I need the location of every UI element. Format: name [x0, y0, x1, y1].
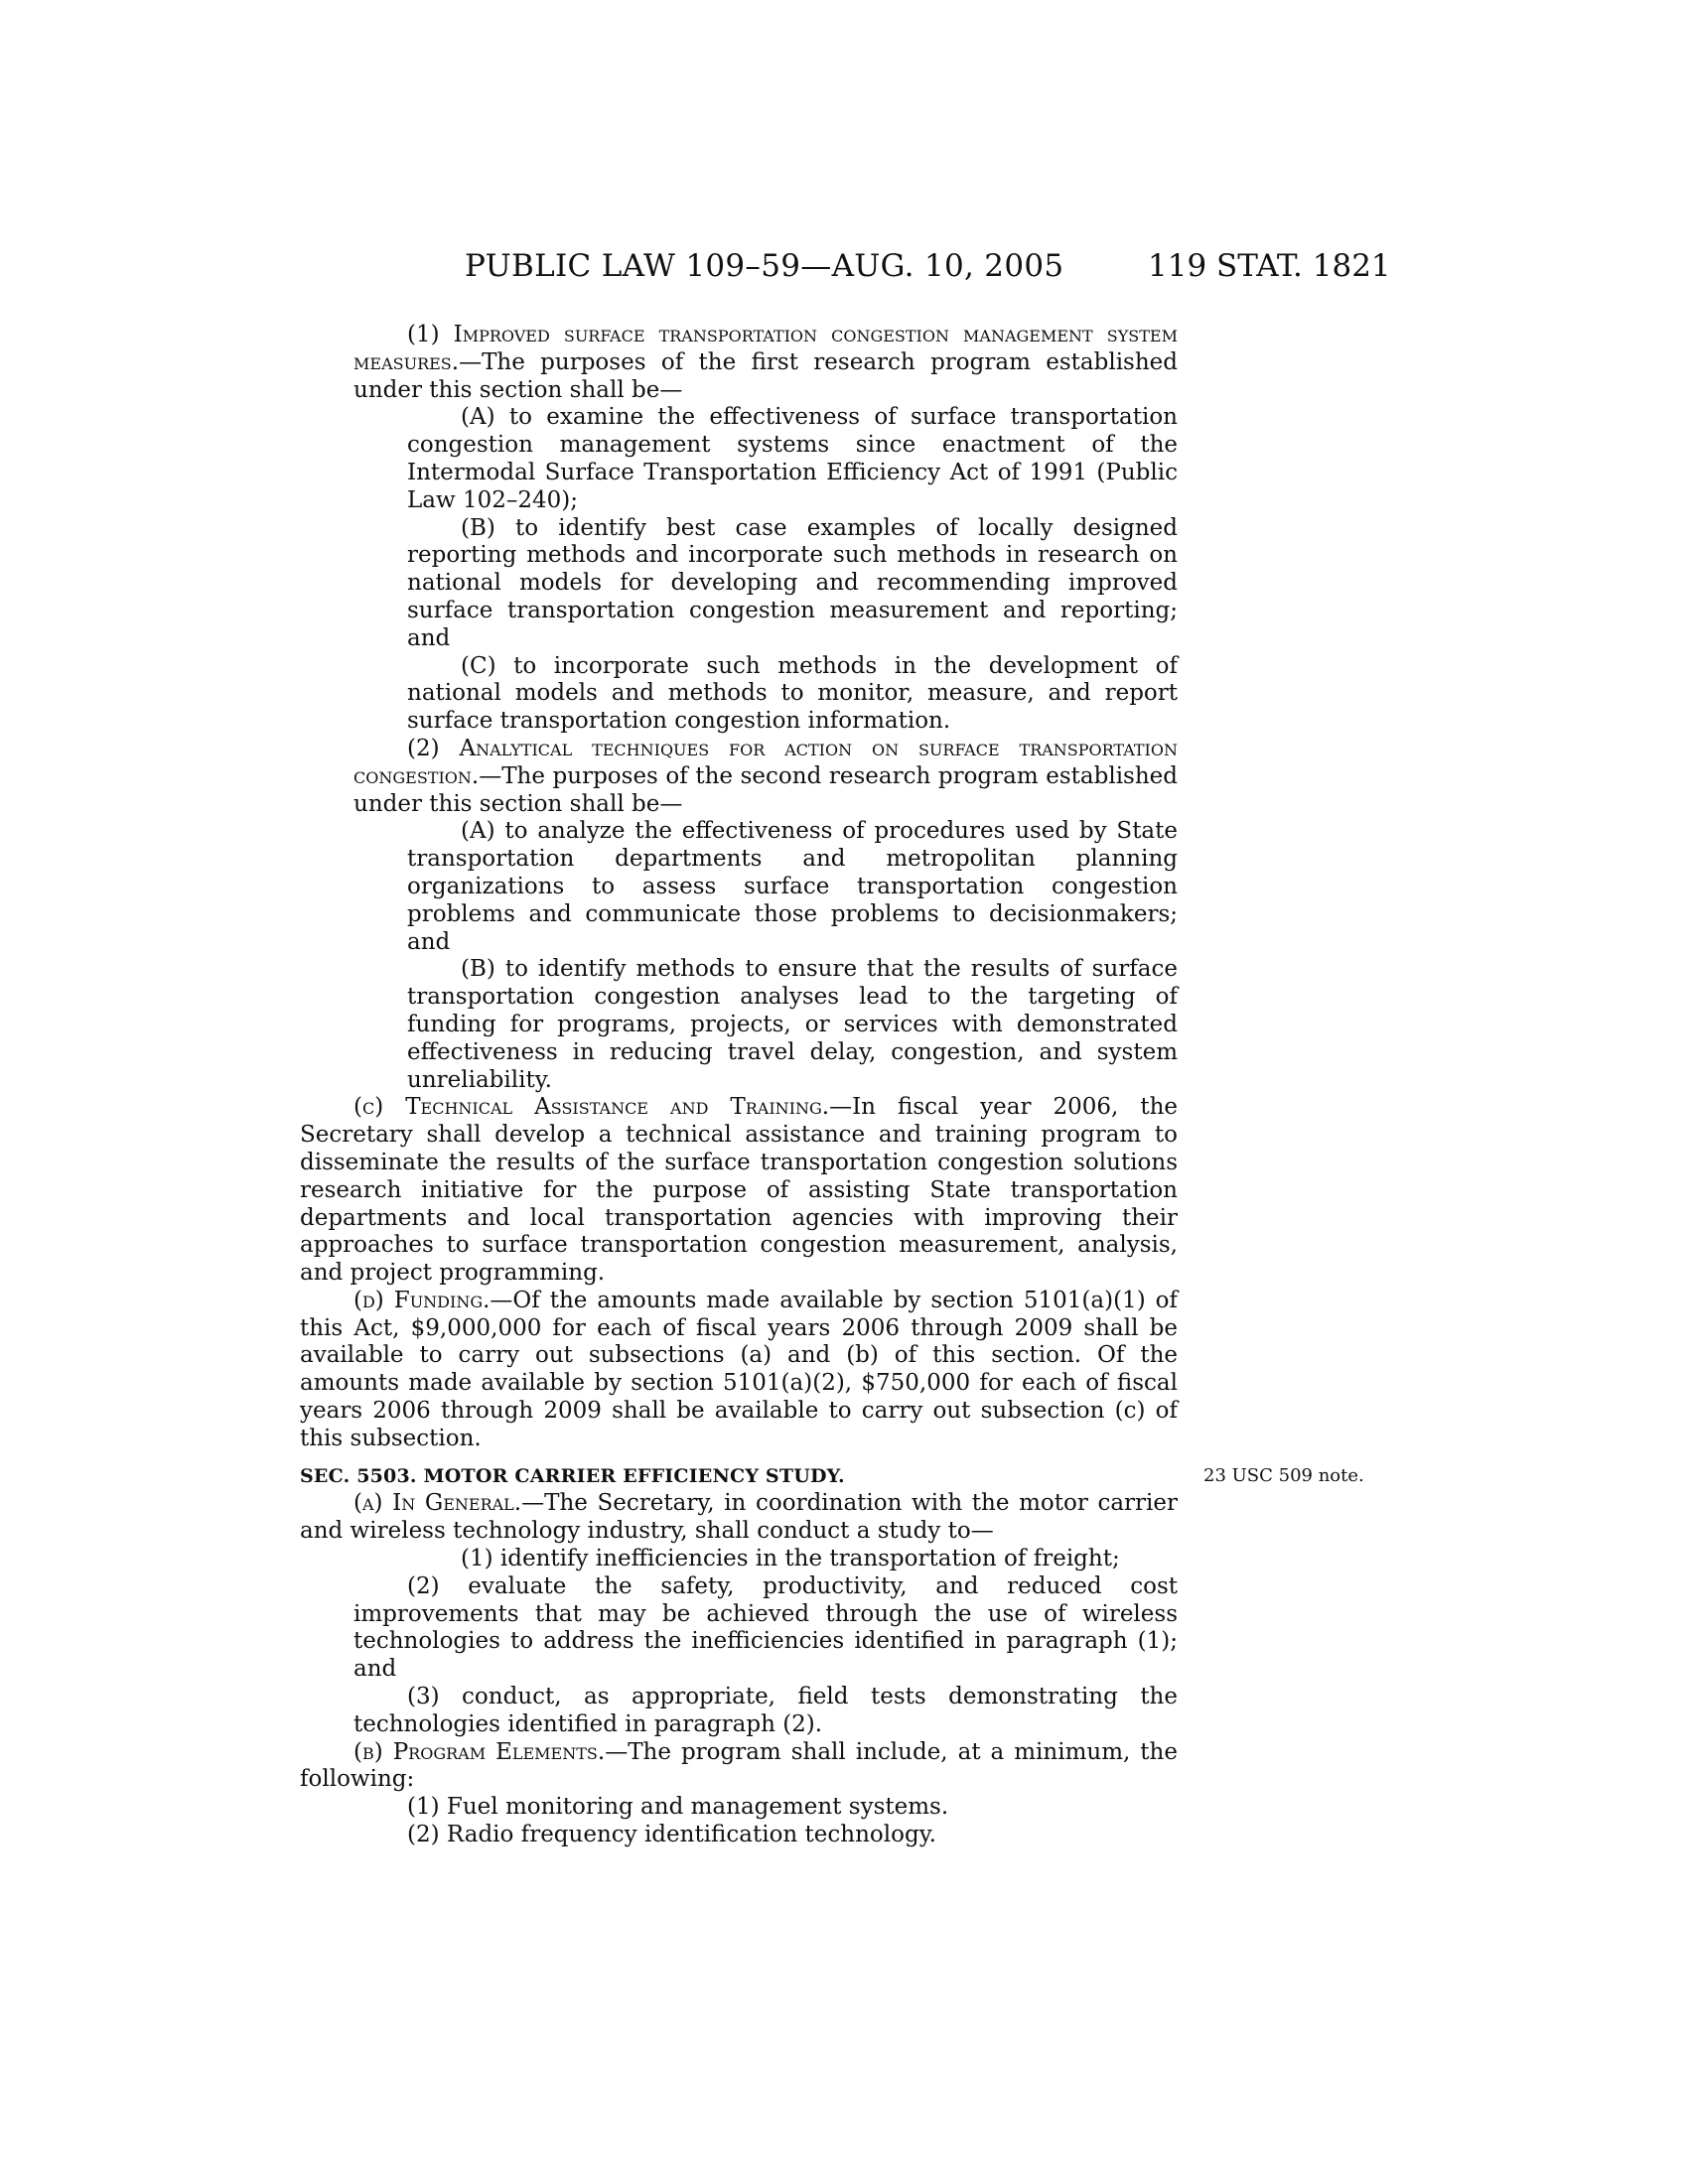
subsection-c-heading: (c) Technical Assistance and Training. — [353, 1094, 830, 1121]
paragraph-2-text: —The purposes of the second research program established under this section shall be— — [353, 762, 1178, 817]
paragraph-1-heading: (1) Improved surface transportation congestion management system measures. — [353, 322, 1178, 375]
document-body — [300, 322, 1178, 1849]
margin-citation-note: 23 USC 509 note. — [1203, 1465, 1364, 1486]
running-header-title: PUBLIC LAW 109–59—AUG. 10, 2005 — [465, 248, 1064, 284]
section-5503-b-paragraph-1: (1) Fuel monitoring and management systems. — [407, 1794, 949, 1821]
subsection-a-heading: (a) In General. — [353, 1490, 522, 1517]
subsection-d — [300, 1288, 1178, 1453]
section-5503-a-paragraph-2: (2) evaluate the safety, productivity, and reduced cost improvements that may be achieved through the use of wireless technologies to address the inefficiencies identified in paragraph (1); and — [353, 1572, 1178, 1683]
paragraph-2-heading: (2) Analytical techniques for action on surface transportation congestion. — [353, 735, 1178, 789]
subsection-d-text: —Of the amounts made available by section 5101(a)(1) of this Act, $9,000,000 for each of fiscal years 2006 through 2009 shall be available to carry out subsections (a) and (b) of this section. Of the amounts made available by section 5101(a)(2), $750,000 for each of fiscal years 2006 through 2009 shall be available to carry out subsection (c) of this subsection. — [300, 1287, 1178, 1451]
subparagraph-1b: (B) to identify best case examples of locally designed reporting methods and incorporate such methods in research on national models for developing and recommending improved surface transportation congestion measurement and reporting; and — [407, 514, 1178, 651]
section-5503-heading: SEC. 5503. MOTOR CARRIER EFFICIENCY STUDY. — [300, 1464, 845, 1487]
subparagraph-2b: (B) to identify methods to ensure that the results of surface transportation congestion analyses lead to the targeting of funding for programs, projects, or services with demonstrated effectiveness in reducing travel delay, congestion, and system unreliability. — [407, 956, 1178, 1093]
section-5503-a-paragraph-1: (1) identify inefficiencies in the transportation of freight; — [461, 1546, 1120, 1572]
subparagraph-1a: (A) to examine the effectiveness of surface transportation congestion management systems since enactment of the Intermodal Surface Transportation Efficiency Act of 1991 (Public Law 102–240); — [407, 404, 1178, 513]
subsection-d-heading: (d) Funding. — [353, 1287, 491, 1313]
section-5503-b-paragraph-2: (2) Radio frequency identification technology. — [407, 1822, 936, 1848]
subsection-a-text: —The Secretary, in coordination with the motor carrier and wireless technology industry, shall conduct a study to— — [300, 1490, 1179, 1545]
subsection-c — [300, 1094, 1178, 1288]
subparagraph-1c: (C) to incorporate such methods in the development of national models and methods to monitor, measure, and report surface transportation congestion information. — [407, 652, 1178, 735]
section-5503-subsection-b — [300, 1739, 1178, 1795]
page-stat-citation: 119 STAT. 1821 — [1148, 248, 1391, 284]
section-5503-subsection-a — [300, 1490, 1178, 1546]
subparagraph-2a: (A) to analyze the effectiveness of procedures used by State transportation departments and metropolitan planning organizations to assess surface transportation congestion problems and communicate those problems to decisionmakers; and — [407, 818, 1178, 955]
paragraph-1 — [300, 322, 1178, 404]
subsection-b-heading: (b) Program Elements. — [353, 1738, 606, 1765]
paragraph-2 — [300, 736, 1178, 818]
section-5503-a-paragraph-3: (3) conduct, as appropriate, field tests demonstrating the technologies identified in paragraph (2). — [353, 1684, 1178, 1737]
subsection-c-text: —In fiscal year 2006, the Secretary shall develop a technical assistance and training program to disseminate the results of the surface transportation congestion solutions research initiative for the purpose of assisting State transportation departments and local transportation agencies with improving their approaches to surface transportation congestion measurement, analysis, and project programming. — [300, 1094, 1178, 1287]
subsection-b-text: —The program shall include, at a minimum, the following: — [300, 1738, 1178, 1793]
paragraph-1-text: —The purposes of the first research program established under this section shall be— — [353, 348, 1178, 403]
